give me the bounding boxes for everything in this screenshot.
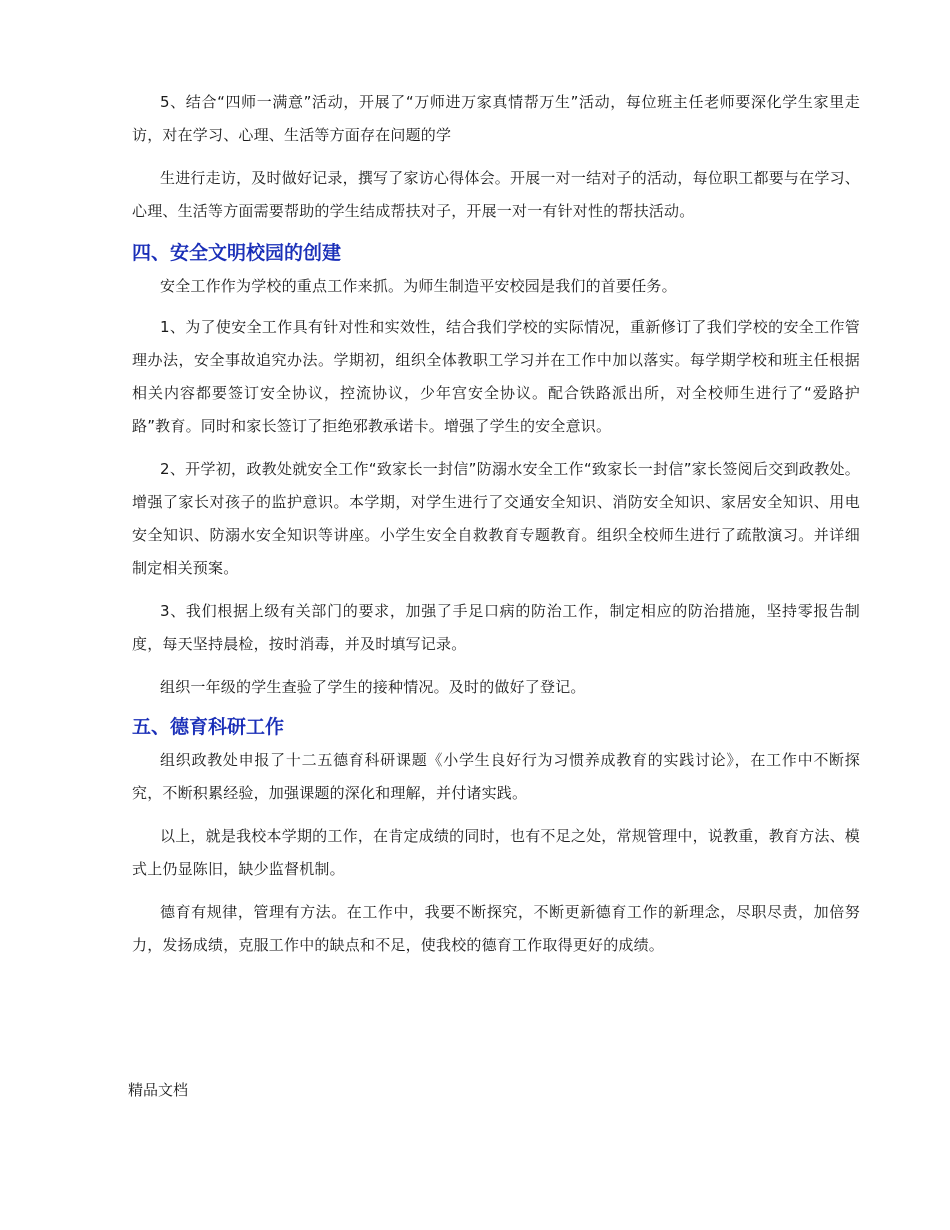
paragraph-item-5-continued: 生进行走访，及时做好记录，撰写了家访心得体会。开展一对一结对子的活动，每位职工都要与在学习、心理、生活等方面需要帮助的学生结成帮扶对子，开展一对一有针对性的帮扶活动。 [132, 169, 860, 220]
page-footer-label: 精品文档 [128, 1081, 189, 1099]
paragraph-item-5: 5、结合“四师一满意”活动，开展了“万师进万家真情帮万生”活动，每位班主任老师要深化学生家里走访，对在学习、心理、生活等方面存在问题的学 [132, 93, 860, 144]
paragraph-safety-item-3: 3、我们根据上级有关部门的要求，加强了手足口病的防治工作，制定相应的防治措施，坚持零报告制度，每天坚持晨检，按时消毒，并及时填写记录。 [132, 602, 860, 653]
paragraph-safety-vaccination: 组织一年级的学生查验了学生的接种情况。及时的做好了登记。 [160, 678, 586, 696]
paragraph-summary: 以上，就是我校本学期的工作，在肯定成绩的同时，也有不足之处，常规管理中，说教重，教育方法、模式上仍显陈旧，缺少监督机制。 [132, 827, 860, 878]
paragraph-research-project: 组织政教处申报了十二五德育科研课题《小学生良好行为习惯养成教育的实践讨论》，在工作中不断探究，不断积累经验，加强课题的深化和理解，并付诸实践。 [132, 751, 860, 802]
document-body [132, 86, 860, 972]
paragraph-conclusion: 德育有规律，管理有方法。在工作中，我要不断探究，不断更新德育工作的新理念，尽职尽责，加倍努力，发扬成绩，克服工作中的缺点和不足，使我校的德育工作取得更好的成绩。 [132, 903, 860, 954]
paragraph-safety-item-1: 1、为了使安全工作具有针对性和实效性，结合我们学校的实际情况，重新修订了我们学校的安全工作管理办法，安全事故追究办法。学期初，组织全体教职工学习并在工作中加以落实。每学期学校和班主任根据相关内容都要签订安全协议，控流协议，少年宫安全协议。配合铁路派出所，对全校师生进行了“爱路护路”教育。同时和家长签订了拒绝邪教承诺卡。增强了学生的安全意识。 [132, 318, 860, 435]
paragraph-safety-intro: 安全工作作为学校的重点工作来抓。为师生制造平安校园是我们的首要任务。 [160, 277, 677, 295]
section-heading-research: 五、德育科研工作 [132, 716, 285, 738]
paragraph-safety-item-2: 2、开学初，政教处就安全工作“致家长一封信”防溺水安全工作“致家长一封信”家长签阅后交到政教处。增强了家长对孩子的监护意识。本学期，对学生进行了交通安全知识、消防安全知识、家居安全知识、用电安全知识、防溺水安全知识等讲座。小学生安全自救教育专题教育。组织全校师生进行了疏散演习。并详细制定相关预案。 [132, 460, 860, 577]
section-heading-safety: 四、安全文明校园的创建 [132, 242, 342, 264]
